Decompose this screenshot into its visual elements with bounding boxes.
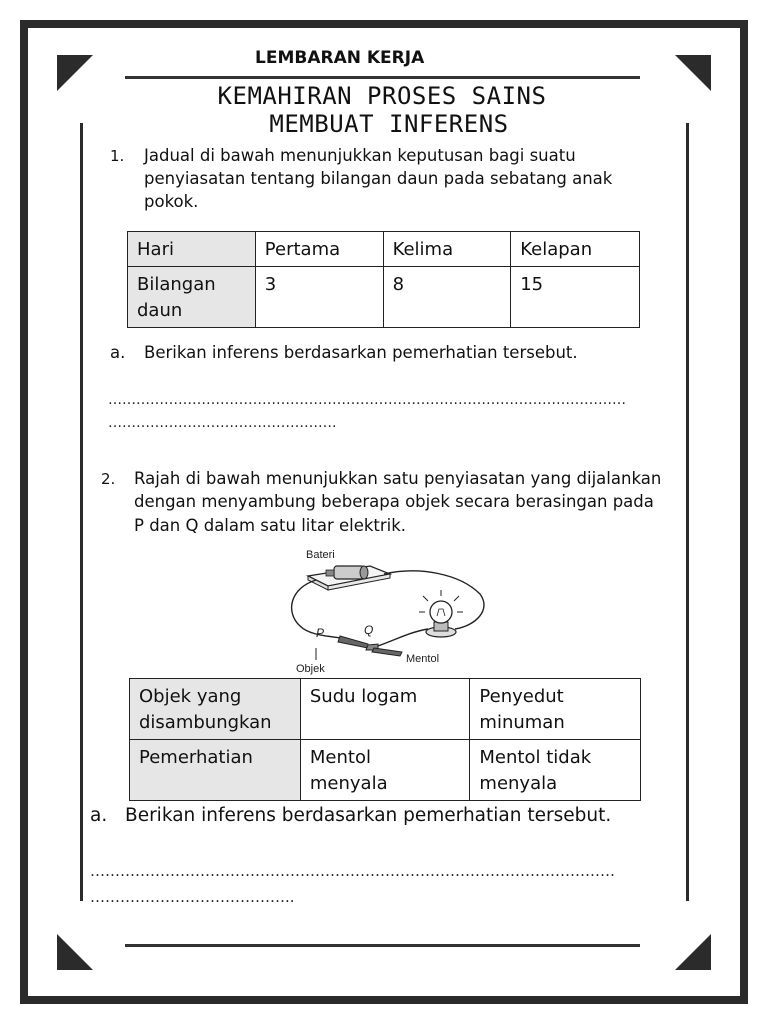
cell-line: Mentol [309,747,371,768]
table-cell: 15 [511,267,640,328]
table-row [128,267,640,328]
cell-line: Objek yang [139,686,242,707]
question2-text-line2: dengan menyambung beberapa objek secara berasingan pada [134,492,654,511]
table-header-cell: Hari [128,232,256,267]
table-cell [470,740,641,801]
leaf-count-table [127,231,640,328]
cell-line: menyala [479,773,558,794]
battery-clip [326,570,334,576]
bulb-icon [430,601,452,623]
circuit-diagram [270,544,500,676]
table-cell [300,740,470,801]
cell-line: disambungkan [139,712,272,733]
row-label-line1: Bilangan [137,274,216,295]
wire [378,629,428,646]
top-rule [125,76,640,79]
page-title-line1: KEMAHIRAN PROSES SAINS [217,82,547,110]
row-label-line2: daun [137,300,183,321]
left-rule [80,123,83,901]
question2-text-line3: P dan Q dalam satu litar elektrik. [134,516,407,535]
table-cell: 8 [383,267,511,328]
table-row-label [130,679,301,740]
answer-line[interactable]: ………………………………………………………………………………………………… [108,392,626,408]
battery-terminal [360,566,368,579]
cell-line: minuman [479,712,565,733]
question1-text-line3: pokok. [144,192,199,211]
clip-p-icon [338,636,368,648]
answer-line[interactable]: …………………………………………………………………………………………… [90,862,615,880]
table-header-cell: Pertama [255,232,383,267]
table-row [130,679,641,740]
clip-q-icon [372,648,402,656]
p-label: P [316,626,325,640]
question1-text-line2: penyiasatan tentang bilangan daun pada sebatang anak [144,169,613,188]
table-cell: Sudu logam [300,679,470,740]
battery-label: Bateri [306,549,335,561]
table-header-cell: Kelima [383,232,511,267]
table-cell [470,679,641,740]
table-row-label: Pemerhatian [130,740,301,801]
cell-line: menyala [309,773,388,794]
table-cell: 3 [255,267,383,328]
question2-number: 2. [101,470,116,488]
page-title-line2: MEMBUAT INFERENS [269,110,509,138]
bulb-label: Mentol [406,653,440,665]
answer-line[interactable]: ………………………………….. [90,888,295,906]
table-row [128,232,640,267]
question1a-label: a. [110,343,126,362]
table-row [130,740,641,801]
question2-text-line1: Rajah di bawah menunjukkan satu penyiasatan yang dijalankan [134,469,662,488]
question1a-text: Berikan inferens berdasarkan pemerhatian tersebut. [144,343,578,362]
table-row-label [128,267,256,328]
table-header-cell: Kelapan [511,232,640,267]
answer-line[interactable]: …………………………………………. [108,415,337,431]
cell-line: Penyedut [479,686,564,707]
bottom-rule [125,944,640,947]
question2a-text: Berikan inferens berdasarkan pemerhatian tersebut. [125,805,612,826]
worksheet-label: LEMBARAN KERJA [255,48,425,68]
observation-table [129,678,641,801]
question1-number: 1. [110,147,125,165]
q-label: Q [364,623,374,637]
right-rule [686,123,689,901]
question2a-label: a. [90,805,108,826]
object-label: Objek [296,663,325,675]
question1-text-line1: Jadual di bawah menunjukkan keputusan bagi suatu [144,146,576,165]
cell-line: Mentol tidak [479,747,592,768]
